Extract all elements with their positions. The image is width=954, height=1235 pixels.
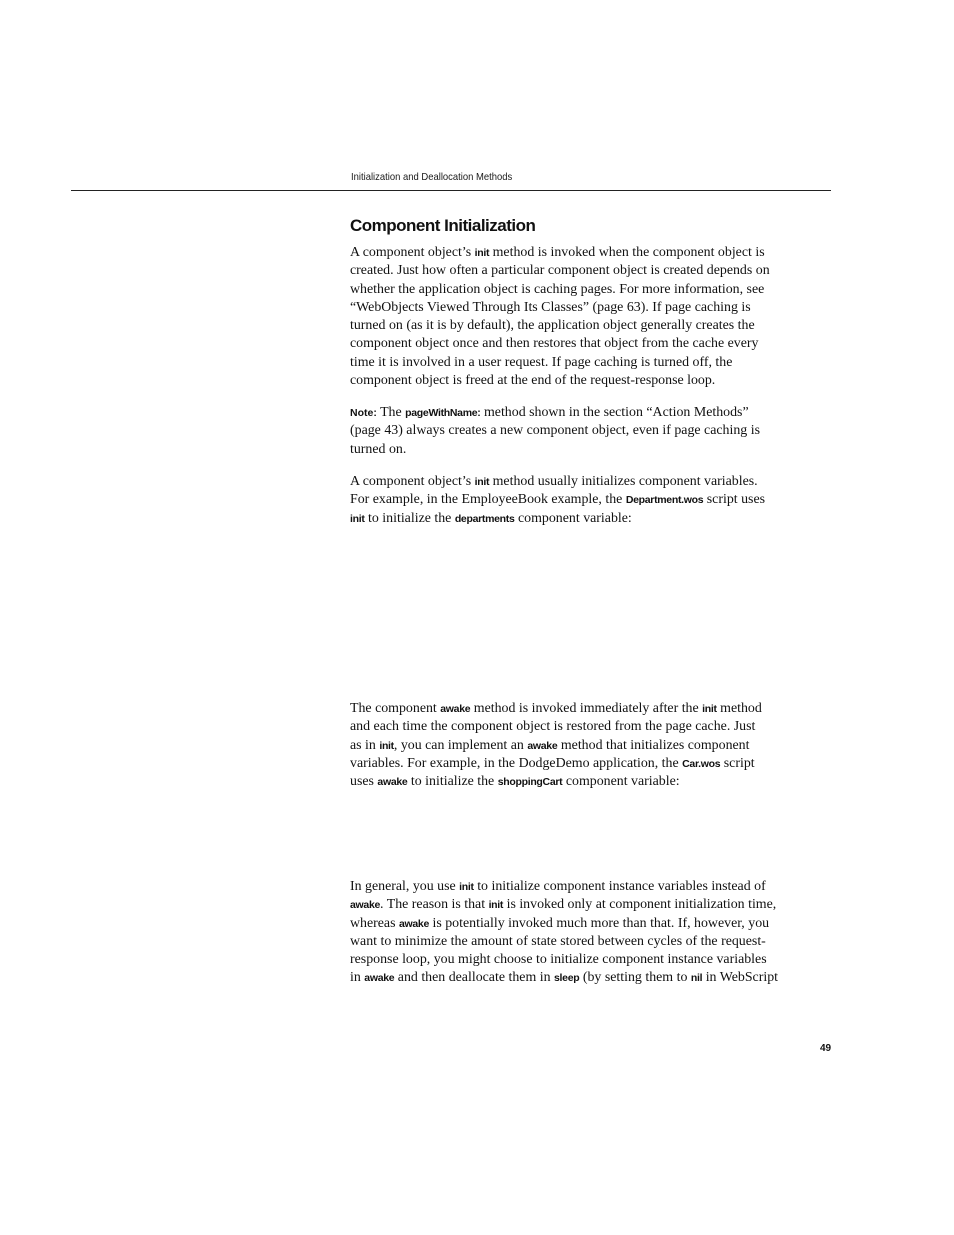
note-line-2: (page 43) always creates a new component object, even if page caching is	[350, 423, 760, 439]
code-nil: nil	[690, 972, 703, 985]
paragraph-4-line-1: In general, you use init to initialize component instance variables instead of	[350, 879, 766, 894]
paragraph-3-line-3: as in init, you can implement an awake method that initializes component	[350, 737, 750, 753]
code-init: init	[379, 739, 394, 752]
paragraph-1-line-7: time it is involved in a user request. If page caching is turned off, the	[350, 354, 733, 370]
paragraph-3-line-1: The component awake method is invoked immediately after the init method	[350, 701, 762, 716]
code-init: init	[474, 247, 490, 259]
paragraph-1-line-4: “WebObjects Viewed Through Its Classes” (page 63). If page caching is	[350, 299, 751, 315]
paragraph-1-line-2: created. Just how often a particular component object is created depends on	[350, 263, 770, 279]
paragraph-1-line-3: whether the application object is caching pages. For more information, see	[350, 281, 765, 297]
paragraph-4-line-4: want to minimize the amount of state stored between cycles of the request-	[350, 933, 766, 949]
code-department-wos: Department.wos	[625, 494, 704, 507]
paragraph-3-line-2: and each time the component object is restored from the page cache. Just	[350, 719, 756, 735]
paragraph-2-line-2: For example, in the EmployeeBook example, the Department.wos script uses	[350, 492, 766, 508]
paragraph-2-line-1: A component object’s init method usually initializes component variables.	[350, 474, 758, 489]
code-awake: awake	[350, 899, 381, 912]
paragraph-3-line-4: variables. For example, in the DodgeDemo application, the Car.wos script	[350, 755, 755, 771]
code-awake: awake	[398, 917, 430, 930]
running-header: Initialization and Deallocation Methods	[351, 171, 513, 183]
code-pagewithname: pageWithName:	[405, 407, 481, 419]
code-init: init	[702, 703, 717, 715]
section-heading: Component Initialization	[350, 216, 536, 235]
paragraph-1	[350, 244, 810, 390]
code-sleep: sleep	[554, 972, 580, 985]
code-init: init	[488, 899, 504, 912]
paragraph-2-line-3: init to initialize the departments component variable:	[350, 510, 632, 526]
paragraph-3	[350, 700, 810, 791]
code-init: init	[350, 512, 365, 525]
note-label: Note:	[350, 407, 377, 419]
code-departments: departments	[454, 512, 515, 525]
note-line-3: turned on.	[350, 441, 407, 457]
paragraph-1-line-6: component object once and then restores that object from the cache every	[350, 336, 759, 352]
paragraph-4	[350, 878, 810, 988]
paragraph-1-line-8: component object is freed at the end of the request-response loop.	[350, 373, 716, 389]
paragraph-4-line-2: awake. The reason is that init is invoked only at component initialization time,	[350, 897, 777, 913]
paragraph-1-line-5: turned on (as it is by default), the application object generally creates the	[350, 318, 755, 334]
page-number: 49	[820, 1043, 832, 1054]
note-paragraph	[350, 404, 810, 459]
code-awake: awake	[377, 776, 408, 789]
paragraph-4-line-5: response loop, you might choose to initialize component instance variables	[350, 952, 767, 968]
code-init: init	[474, 476, 490, 488]
header-rule	[71, 190, 831, 191]
code-car-wos: Car.wos	[682, 757, 721, 770]
paragraph-2	[350, 473, 810, 528]
paragraph-4-line-3: whereas awake is potentially invoked much more than that. If, however, you	[350, 915, 770, 931]
code-awake: awake	[527, 739, 558, 752]
code-awake: awake	[440, 703, 471, 715]
code-awake: awake	[364, 972, 395, 985]
code-init: init	[459, 881, 474, 893]
paragraph-4-line-6: in awake and then deallocate them in sleep (by setting them to nil in WebScript	[350, 970, 779, 986]
code-shoppingcart: shoppingCart	[497, 776, 563, 789]
paragraph-3-line-5: uses awake to initialize the shoppingCart component variable:	[350, 774, 680, 790]
note-line-1: Note: The pageWithName: method shown in the section “Action Methods”	[350, 405, 749, 420]
paragraph-1-line-1: A component object’s init method is invoked when the component object is	[350, 245, 765, 260]
